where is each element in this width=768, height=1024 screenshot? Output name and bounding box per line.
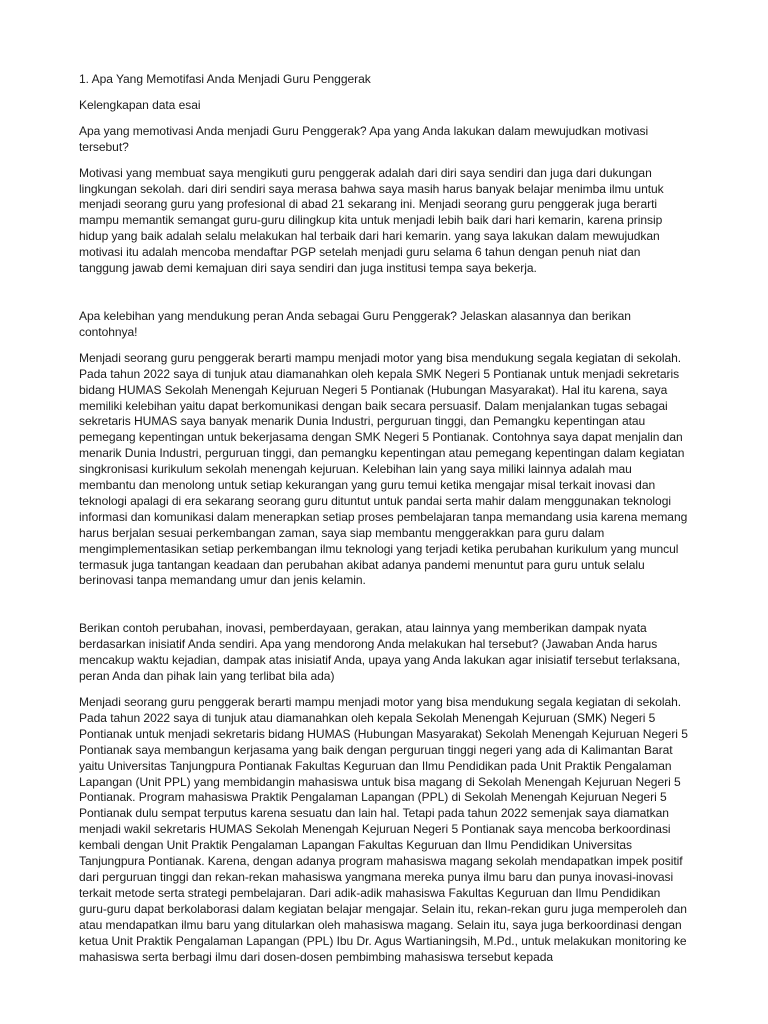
document-page [79,72,689,965]
answer-1: Motivasi yang membuat saya mengikuti guru penggerak adalah dari diri saya sendiri dan juga dari dukungan lingkungan sekolah. dari diri sendiri saya merasa bahwa saya masih harus banyak belajar menimba ilmu untuk menjadi seorang guru yang profesional di abad 21 sekarang ini. Menjadi seorang guru penggerak juga berarti mampu memantik semangat guru-guru dilingkup kita untuk menjadi lebih baik dari hari kemarin, karena prinsip hidup yang baik adalah selalu melakukan hal terbaik dari hari kemarin. yang saya lakukan dalam mewujudkan motivasi itu adalah mencoba mendaftar PGP setelah menjadi guru selama 6 tahun dengan penuh niat dan tanggung jawab demi kemajuan diri saya sendiri dan juga institusi tempa saya bekerja. [79,165,664,276]
document-heading: 1. Apa Yang Memotifasi Anda Menjadi Guru Penggerak [79,72,371,86]
question-1: Apa yang memotivasi Anda menjadi Guru Penggerak? Apa yang Anda lakukan dalam mewujudkan motivasi tersebut? [79,123,649,154]
answer-2: Menjadi seorang guru penggerak berarti mampu menjadi motor yang bisa mendukung segala kegiatan di sekolah. Pada tahun 2022 saya di tunjuk atau diamanahkan oleh kepala SMK Negeri 5 Pontianak untuk menjadi sekretaris bidang HUMAS Sekolah Menengah Kejuruan Negeri 5 Pontianak (Hubungan Masyarakat). Hal itu karena, saya memiliki kelebihan yaitu dapat berkomunikasi dengan baik secara persuasif. Dalam menjalankan tugas sebagai sekretaris HUMAS saya banyak menarik Dunia Industri, perguruan tinggi, dan Pemangku kepentingan atau pemegang kepentingan untuk bekerjasama dengan SMK Negeri 5 Pontianak. Contohnya saya dapat menjalin dan menarik Dunia Industri, perguruan tinggi, dan pemangku kepentingan atau pemegang kepentingan dalam kegiatan singkronisasi kurikulum sekolah menengah kejuruan. Kelebihan lain yang saya miliki lainnya adalah mau membantu dan menolong untuk setiap kekurangan yang guru temui ketika mengajar misal terkait inovasi dan teknologi apalagi di era sekarang seorang guru dituntut untuk pandai serta mahir dalam menggunakan teknologi informasi dan komunikasi dalam menerapkan setiap proses pembelajaran tanpa memandang usia karena memang harus berjalan sesuai perkembangan zaman, saya siap membantu menggerakkan para guru dalam mengimplementasikan setiap perkembangan ilmu teknologi yang terjadi ketika perubahan kurikulum yang muncul termasuk juga tantangan keadaan dan perubahan akibat adanya pandemi menuntut para guru untuk selalu berinovasi tanpa memandang umur dan jenis kelamin. [79,350,688,588]
document-subheading: Kelengkapan data esai [79,97,201,112]
question-3: Berikan contoh perubahan, inovasi, pemberdayaan, gerakan, atau lainnya yang memberikan dampak nyata berdasarkan inisiatif Anda sendiri. Apa yang mendorong Anda melakukan hal tersebut? (Jawaban Anda harus mencakup waktu kejadian, dampak atas inisiatif Anda, upaya yang Anda lakukan agar inisiatif tersebut terlaksana, peran Anda dan pihak lain yang terlibat bila ada) [79,621,681,684]
question-2: Apa kelebihan yang mendukung peran Anda sebagai Guru Penggerak? Jelaskan alasannya dan berikan contohnya! [79,308,631,339]
answer-3: Menjadi seorang guru penggerak berarti mampu menjadi motor yang bisa mendukung segala kegiatan di sekolah. Pada tahun 2022 saya di tunjuk atau diamanahkan oleh kepala Sekolah Menengah Kejuruan (SMK) Negeri 5 Pontianak untuk menjadi sekretaris bidang HUMAS (Hubungan Masyarakat) Sekolah Menengah Kejuruan Negeri 5 Pontianak saya membangun kerjasama yang baik dengan perguruan tinggi negeri yang ada di Kalimantan Barat yaitu Universitas Tanjungpura Pontianak Fakultas Keguruan dan Ilmu Pendidikan pada Unit Praktik Pengalaman Lapangan (Unit PPL) yang membidangin mahasiswa untuk bisa magang di Sekolah Menengah Kejuruan Negeri 5 Pontianak. Program mahasiswa Praktik Pengalaman Lapangan (PPL) di Sekolah Menengah Kejuruan Negeri 5 Pontianak dulu sempat terputus karena sesuatu dan lain hal. Tetapi pada tahun 2022 semenjak saya diamatkan menjadi wakil sekretaris HUMAS Sekolah Menengah Kejuruan Negeri 5 Pontianak saya mencoba berkoordinasi kembali dengan Unit Praktik Pengalaman Lapangan Fakultas Keguruan dan Ilmu Pendidikan Universitas Tanjungpura Pontianak. Karena, dengan adanya program mahasiswa magang sekolah mendapatkan impek positif dari perguruan tinggi dan rekan-rekan mahasiswa yangmana mereka punya ilmu baru dan punya inovasi-inovasi terkait metode serta strategi pembelajaran. Dari adik-adik mahasiswa Fakultas Keguruan dan Ilmu Pendidikan guru-guru dapat berkolaborasi dalam kegiatan belajar mengajar. Selain itu, rekan-rekan guru juga memperoleh dan atau mendapatkan ilmu baru yang ditularkan oleh mahasiswa magang. Selain itu, saya juga berkoordinasi dengan ketua Unit Praktik Pengalaman Lapangan (PPL) Ibu Dr. Agus Wartianingsih, M.Pd., untuk melakukan monitoring ke mahasiswa serta berbagi ilmu dari dosen-dosen pembimbing mahasiswa tersebut kepada [79,695,688,964]
